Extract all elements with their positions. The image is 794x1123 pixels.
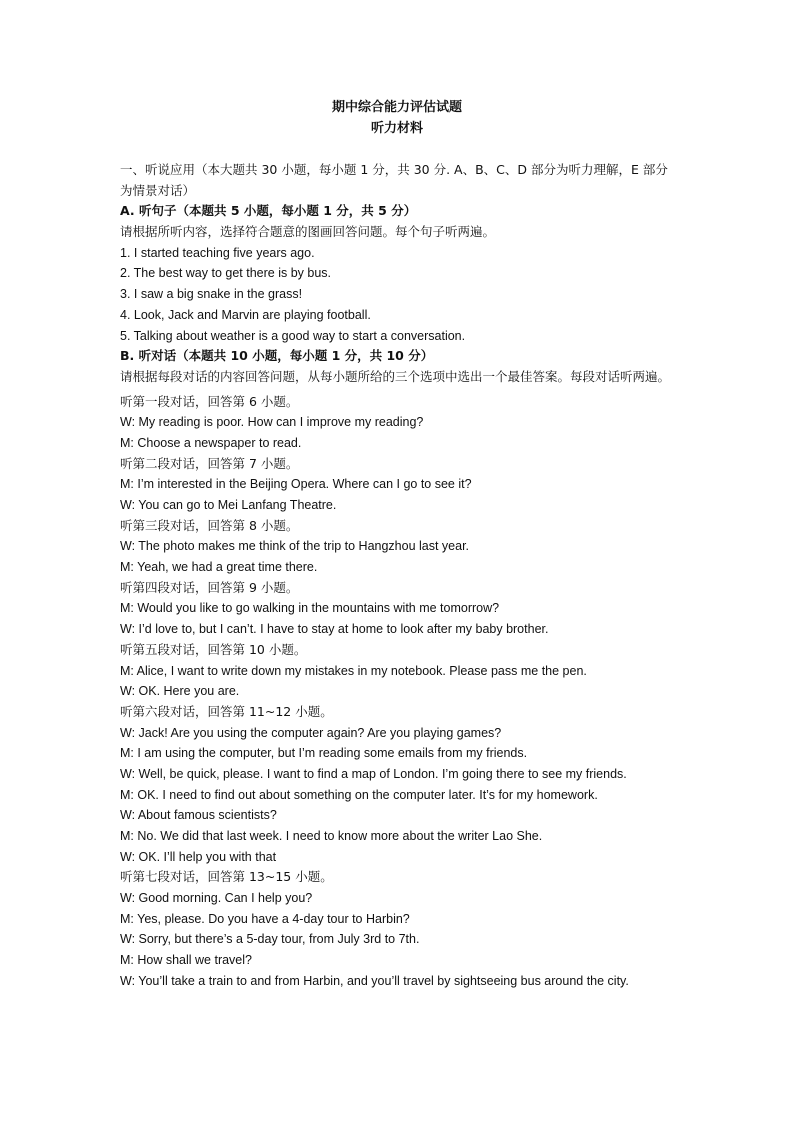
dialogue-line: M: I am using the computer, but I’m reading some emails from my friends. — [120, 746, 528, 761]
dialogue-line: M: Yes, please. Do you have a 4-day tour to Harbin? — [120, 911, 410, 926]
dialogue-line: M: I’m interested in the Beijing Opera. Where can I go to see it? — [120, 477, 472, 492]
part-a-instruction: 请根据所听内容，选择符合题意的图画回答问题。每个句子听两遍。 — [120, 224, 496, 240]
dialogue-intro: 听第一段对话，回答第 6 小题。 — [120, 393, 299, 409]
dialogue-line: W: You’ll take a train to and from Harbin, and you’ll travel by sightseeing bus around the city. — [120, 973, 629, 988]
dialogue-line: W: About famous scientists? — [120, 808, 277, 823]
sentence-item: 2. The best way to get there is by bus. — [120, 266, 331, 281]
dialogue-intro: 听第二段对话，回答第 7 小题。 — [120, 455, 299, 471]
page-subtitle: 听力材料 — [370, 121, 423, 136]
sentence-item: 5. Talking about weather is a good way to start a conversation. — [120, 328, 466, 343]
dialogue-line: W: Jack! Are you using the computer again? Are you playing games? — [120, 725, 502, 740]
dialogue-line: W: OK. I’ll help you with that — [120, 849, 277, 864]
dialogue-line: W: Sorry, but there’s a 5-day tour, from July 3rd to 7th. — [120, 932, 420, 947]
dialogue-intro: 听第四段对话，回答第 9 小题。 — [120, 579, 299, 595]
part-b-heading: B. 听对话（本题共 10 小题，每小题 1 分，共 10 分） — [120, 348, 434, 364]
dialogue-intro: 听第六段对话，回答第 11~12 小题。 — [120, 703, 333, 719]
dialogue-line: W: Well, be quick, please. I want to find a map of London. I’m going there to see my friends. — [120, 766, 627, 781]
part-b-instruction: 请根据每段对话的内容回答问题，从每小题所给的三个选项中选出一个最佳答案。每段对话听两遍。 — [120, 368, 671, 384]
dialogue-line: M: Would you like to go walking in the mountains with me tomorrow? — [120, 601, 500, 616]
page-title: 期中综合能力评估试题 — [331, 100, 462, 115]
sentence-item: 4. Look, Jack and Marvin are playing football. — [120, 307, 371, 322]
dialogue-line: M: Alice, I want to write down my mistakes in my notebook. Please pass me the pen. — [120, 663, 587, 678]
dialogue-line: W: You can go to Mei Lanfang Theatre. — [120, 498, 337, 513]
dialogue-line: M: No. We did that last week. I need to know more about the writer Lao She. — [120, 829, 543, 844]
sentence-item: 1. I started teaching five years ago. — [120, 245, 315, 260]
dialogue-intro: 听第七段对话，回答第 13~15 小题。 — [120, 869, 333, 885]
sentence-item: 3. I saw a big snake in the grass! — [120, 287, 303, 302]
dialogue-line: W: I’d love to, but I can’t. I have to stay at home to look after my baby brother. — [120, 622, 549, 637]
dialogue-line: M: How shall we travel? — [120, 953, 252, 968]
title-block — [0, 97, 794, 139]
dialogue-intro: 听第五段对话，回答第 10 小题。 — [120, 641, 307, 657]
dialogue-line: W: OK. Here you are. — [120, 684, 240, 699]
dialogue-line: W: The photo makes me think of the trip to Hangzhou last year. — [120, 539, 470, 554]
section-heading: 一、听说应用（本大题共 30 小题，每小题 1 分，共 30 分. A、B、C、D 部分为听力理解，E 部分为情景对话） — [120, 162, 668, 198]
dialogue-line: M: Choose a newspaper to read. — [120, 435, 302, 450]
part-a-heading: A. 听句子（本题共 5 小题，每小题 1 分，共 5 分） — [120, 203, 417, 219]
dialogue-line: M: Yeah, we had a great time there. — [120, 560, 318, 575]
dialogue-line: M: OK. I need to find out about something on the computer later. It’s for my homework. — [120, 787, 598, 802]
dialogue-line: W: Good morning. Can I help you? — [120, 891, 313, 906]
dialogue-line: W: My reading is poor. How can I improve my reading? — [120, 415, 424, 430]
dialogue-intro: 听第三段对话，回答第 8 小题。 — [120, 517, 299, 533]
document-body — [120, 160, 680, 992]
